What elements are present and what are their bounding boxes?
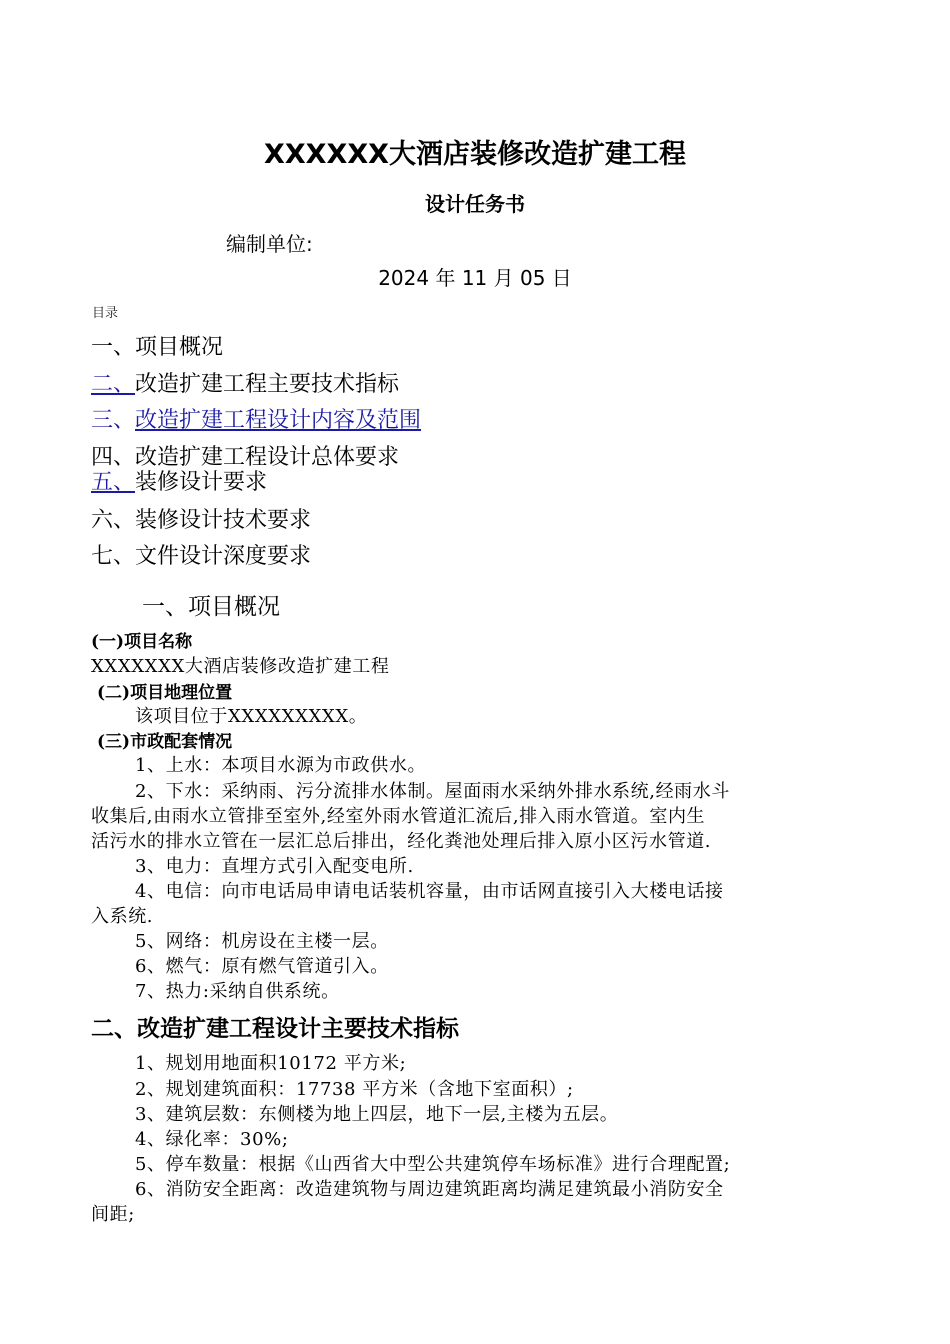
toc-item-number: 四、 xyxy=(91,445,136,470)
sub1-text: XXXXXXX大酒店装修改造扩建工程 xyxy=(91,656,390,677)
org-label: 编制单位: xyxy=(226,232,313,256)
section1-line: 1、上水：本项目水源为市政供水。 xyxy=(135,755,427,776)
toc-item-label: 项目概况 xyxy=(135,335,224,360)
section2-line: 6、消防安全距离：改造建筑物与周边建筑距离均满足建筑最小消防安全 xyxy=(135,1179,724,1200)
toc-item-label: 装修设计技术要求 xyxy=(135,508,312,533)
document-date: 2024 年 11 月 05 日 xyxy=(378,266,572,290)
toc-item-number: 六、 xyxy=(91,508,136,533)
section2-line: 5、停车数量：根据《山西省大中型公共建筑停车场标准》进行合理配置; xyxy=(135,1154,731,1175)
toc-item-label: 改造扩建工程设计内容及范围 xyxy=(135,408,422,433)
toc-item-label: 装修设计要求 xyxy=(135,470,268,495)
toc-item-label: 改造扩建工程主要技术指标 xyxy=(135,372,400,397)
toc-item-number: 七、 xyxy=(91,544,136,569)
toc-item-2[interactable] xyxy=(91,367,399,398)
toc-item-label: 改造扩建工程设计总体要求 xyxy=(135,445,400,470)
section2-line: 4、绿化率：30%; xyxy=(135,1129,289,1150)
section1-line: 6、燃气：原有燃气管道引入。 xyxy=(135,956,389,977)
sub2-heading: (二)项目地理位置 xyxy=(97,683,233,703)
section2-line: 间距; xyxy=(91,1204,135,1225)
section2-line: 1、规划用地面积10172 平方米; xyxy=(135,1053,407,1074)
section2-heading: 二、改造扩建工程设计主要技术指标 xyxy=(91,1016,459,1042)
toc-item-number: 三、 xyxy=(91,408,136,433)
section1-line: 活污水的排水立管在一层汇总后排出，经化粪池处理后排入原小区污水管道. xyxy=(91,831,712,852)
section1-heading: 一、项目概况 xyxy=(142,594,280,620)
section1-line: 4、电信：向市电话局申请电话装机容量，由市话网直接引入大楼电话接 xyxy=(135,881,724,902)
sub2-text: 该项目位于XXXXXXXXX。 xyxy=(135,706,368,727)
section1-line: 入系统. xyxy=(91,906,154,927)
toc-item-6[interactable] xyxy=(91,503,311,534)
toc-item-number: 一、 xyxy=(91,335,136,360)
section1-line: 7、热力:采纳自供系统。 xyxy=(135,981,340,1002)
toc-item-1[interactable] xyxy=(91,330,223,361)
sub3-heading: (三)市政配套情况 xyxy=(97,732,233,752)
section1-line: 5、网络：机房设在主楼一层。 xyxy=(135,931,389,952)
section1-line: 2、下水：采纳雨、污分流排水体制。屋面雨水采纳外排水系统,经雨水斗 xyxy=(135,781,730,802)
toc-item-7[interactable] xyxy=(91,539,311,570)
toc-item-number-link[interactable]: 五、 xyxy=(91,470,136,495)
section1-line: 收集后,由雨水立管排至室外,经室外雨水管道汇流后,排入雨水管道。室内生 xyxy=(91,806,706,827)
section1-line: 3、电力：直埋方式引入配变电所. xyxy=(135,856,414,877)
section2-line: 2、规划建筑面积：17738 平方米（含地下室面积）; xyxy=(135,1079,574,1100)
section2-line: 3、建筑层数：东侧楼为地上四层，地下一层,主楼为五层。 xyxy=(135,1104,619,1125)
toc-item-number-link[interactable]: 二、 xyxy=(91,372,136,397)
sub1-heading: (一)项目名称 xyxy=(91,632,193,652)
document-title: XXXXXX大酒店装修改造扩建工程 xyxy=(264,139,686,170)
toc-item-3[interactable] xyxy=(91,403,421,434)
document-subtitle: 设计任务书 xyxy=(425,192,525,216)
toc-label: 目录 xyxy=(92,306,119,321)
toc-item-label: 文件设计深度要求 xyxy=(135,544,312,569)
toc-item-5[interactable] xyxy=(91,465,267,496)
